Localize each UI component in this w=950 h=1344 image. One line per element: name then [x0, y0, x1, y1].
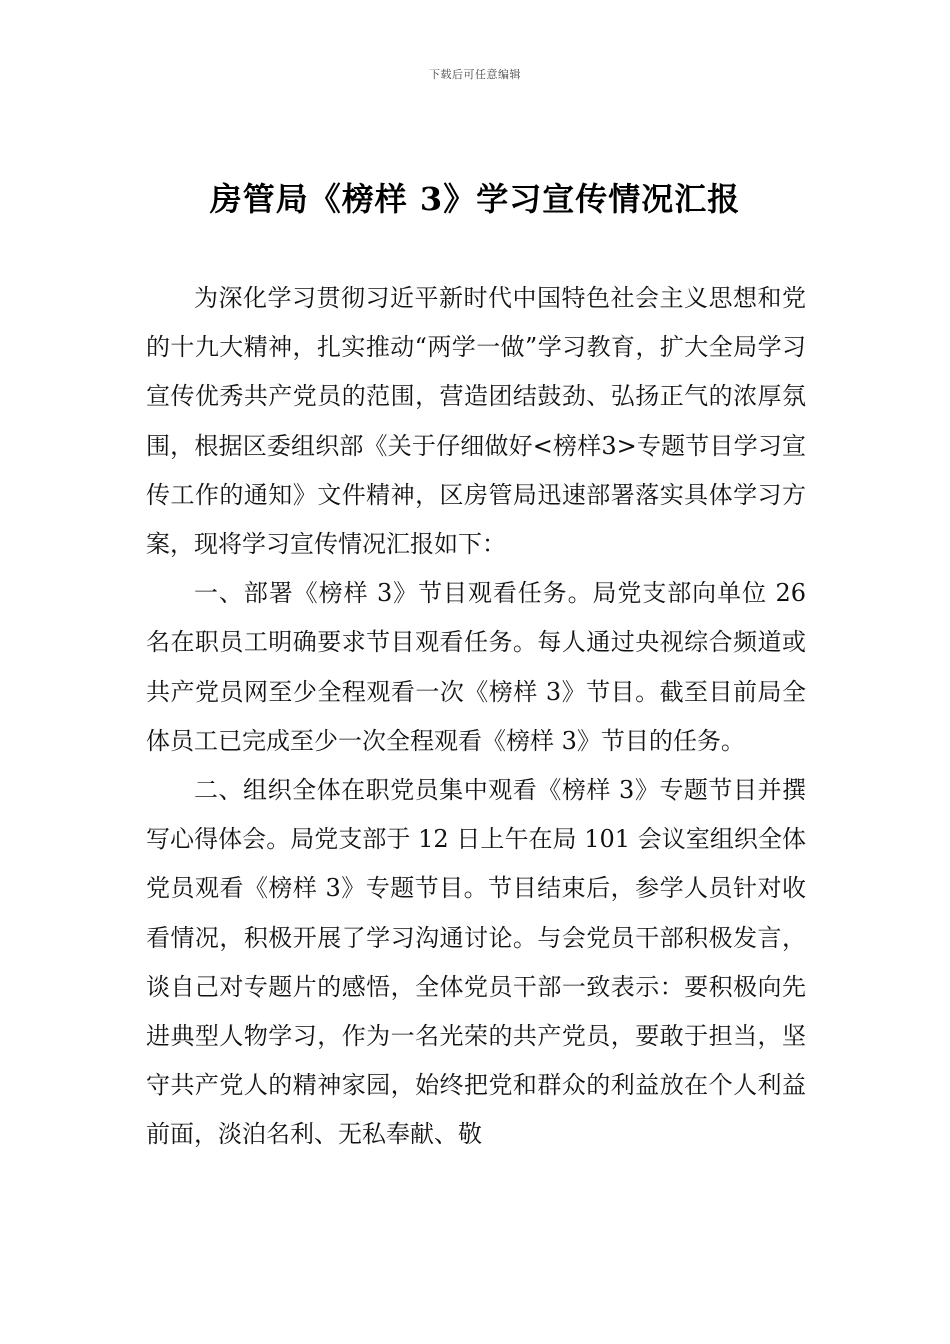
- paragraph-section-one: 一、部署《榜样 3》节目观看任务。局党支部向单位 26名在职员工明确要求节目观看任务。每人通过央视综合频道或共产党员网至少全程观看一次《榜样 3》节目。截至目前局全体员工已完成至少一次全程观看《榜样 3》节目的任务。: [146, 579, 806, 755]
- paragraph-section-two: 二、组织全体在职党员集中观看《榜样 3》专题节目并撰写心得体会。局党支部于 12 日上午在局 101 会议室组织全体党员观看《榜样 3》专题节目。节目结束后，参学人员针对收看情况，积极开展了学习沟通讨论。与会党员干部积极发言，谈自己对专题片的感悟，全体党员干部一致表示：要积极向先进典型人物学习，作为一名光荣的共产党员，要敢于担当，坚守共产党人的精神家园，始终把党和群众的利益放在个人利益前面，淡泊名利、无私奉献、敬: [146, 776, 806, 1149]
- document-title: 房管局《榜样 3》学习宣传情况汇报: [209, 180, 741, 218]
- document-body: [146, 274, 806, 1160]
- paragraph-intro: 为深化学习贯彻习近平新时代中国特色社会主义思想和党的十九大精神，扎实推动“两学一做”学习教育，扩大全局学习宣传优秀共产党员的范围，营造团结鼓劲、弘扬正气的浓厚氛围，根据区委组织部《关于仔细做好<榜样3>专题节目学习宣传工作的通知》文件精神，区房管局迅速部署落实具体学习方案，现将学习宣传情况汇报如下：: [146, 284, 806, 559]
- header-note: 下载后可任意编辑: [429, 68, 521, 81]
